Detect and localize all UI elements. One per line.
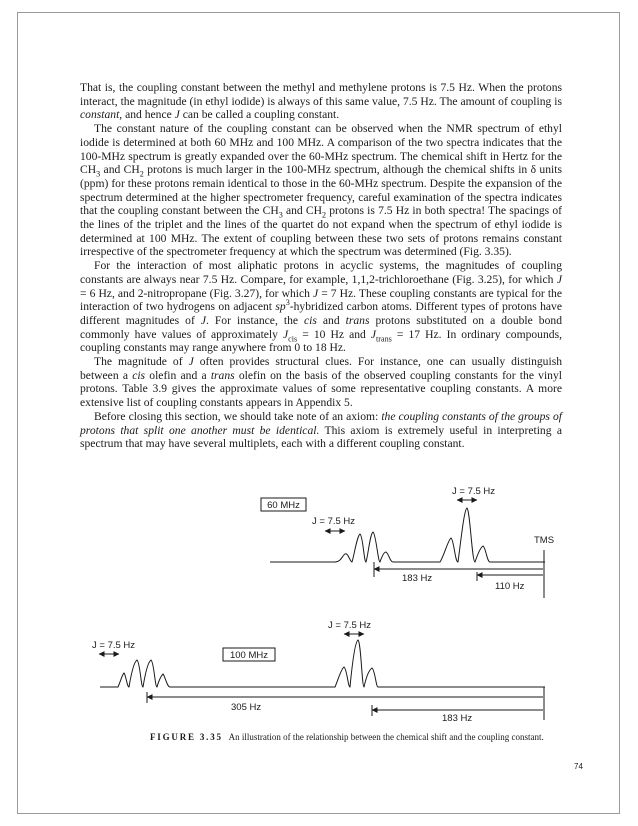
text-run: 3	[278, 210, 283, 220]
text-run: For the interaction of most aliphatic protons in acyclic systems, the magnitudes of coupling constants are always near 7.5 Hz. Compare, for example, 1,1,2-trichloroethane (Fig. 3.25), for which	[80, 259, 562, 286]
shift-label-60-ch3: 110 Hz	[495, 581, 525, 592]
text-run: Before closing this section, we should take note of an axiom:	[94, 409, 382, 423]
text-run: cis	[304, 313, 317, 327]
text-run: The constant nature of the coupling constant can be observed when the NMR spectrum of ethyl iodide is determined at both 60 MHz and 100 MHz. A comparison of the two spectra indicates that the 100-MHz spectrum is greatly expanded over the 60-MHz spectrum. The chemical shift in Hertz for the CH	[80, 122, 562, 177]
text-run: That is, the coupling constant between the methyl and methylene protons is 7.5 Hz. When the protons interact, the magnitude (in ethyl iodide) is always of this same value, 7.5 Hz. The amount of coupling is	[80, 81, 562, 108]
shift-label-60-ch2: 183 Hz	[402, 573, 433, 584]
text-run: can be called a coupling constant.	[179, 108, 340, 122]
shift-label-100-ch2: 305 Hz	[231, 702, 262, 713]
j-label-60-triplet: J = 7.5 Hz	[452, 486, 496, 497]
spectrum-100-trace	[100, 640, 545, 687]
text-run: , and hence	[119, 108, 175, 122]
text-run: constant	[80, 108, 120, 122]
text-run: trans	[376, 333, 392, 343]
text-run: J	[556, 272, 562, 286]
text-run: J	[283, 327, 289, 341]
text-run: and CH	[100, 163, 140, 177]
text-run: sp	[275, 300, 286, 314]
text-run: . For instance, the	[205, 313, 305, 327]
text-run: protons substituted on a double bond commonly have values of approximately	[80, 313, 562, 341]
text-run: J	[188, 355, 194, 369]
text-run: often provides structural clues. For instance, one can usually distinguish between a	[80, 355, 562, 382]
text-run: 2	[321, 210, 327, 220]
text-run: protons is 7.5 Hz in both spectra! The spacings of the lines of the triplet and the lines of the quartet do not expand when the spectrum of ethyl iodide is determined at 100 MHz. The extent of coupling between these two sets of protons remains constant irrespective of the spectrometer frequency at which the spectrum was determined (Fig. 3.35).	[80, 204, 563, 259]
j-label-60-quartet: J = 7.5 Hz	[312, 516, 356, 527]
shift-label-100-ch3: 183 Hz	[442, 713, 473, 724]
text-run: olefin on the basis of the observed coupling constants for the vinyl protons. Table 3.9 gives the approximate values of some representative coupling constants. A more extensive list of coupling constants appears in Appendix 5.	[80, 368, 562, 410]
label-100-mhz: 100 MHz	[229, 650, 269, 661]
text-run: cis	[288, 333, 298, 343]
text-run: and	[316, 313, 346, 327]
text-run: protons is much larger in the 100-MHz spectrum, although the chemical shifts in δ units (ppm) for these protons remain identical to those in the 60-MHz spectrum. Despite the expansion of the spectrum determined at the higher spectrometer frequency, careful examination of the spectra indicates that the coupling constant between the CH	[80, 163, 562, 218]
text-run: J	[312, 286, 319, 300]
j-label-100-triplet: J = 7.5 Hz	[328, 620, 372, 631]
page-number: 74	[574, 762, 583, 771]
text-run: J	[200, 313, 206, 327]
j-label-100-quartet: J = 7.5 Hz	[92, 640, 136, 651]
text-run: = 17 Hz. In ordinary compounds, coupling constants may range anywhere from 0 to 18 Hz.	[80, 327, 562, 355]
text-run: The magnitude of	[94, 355, 189, 369]
text-run: trans	[345, 313, 370, 327]
text-run: = 10 Hz and	[297, 327, 371, 341]
text-run: 3	[96, 169, 101, 179]
caption-text: An illustration of the relationship between the chemical shift and the coupling constant.	[228, 732, 544, 742]
text-run: trans	[210, 368, 235, 382]
text-run: the coupling constants of the groups of protons that split one another must be identical.	[80, 409, 562, 437]
text-run: = 7 Hz. These coupling constants are typical for the interaction of two hydrogens on adjacent	[80, 286, 562, 314]
text-run: J	[370, 327, 377, 341]
text-run: cis	[132, 368, 146, 382]
text-run: 2	[139, 169, 144, 179]
text-run: J	[174, 108, 180, 122]
text-run: -hybridized carbon atoms. Different types of protons have different magnitudes of	[80, 300, 562, 327]
text-run: 3	[285, 298, 290, 308]
tms-label: TMS	[534, 535, 555, 546]
text-run: This axiom is extremely useful in interpreting a spectrum that may have several multiplets, each with a different coupling constant.	[80, 423, 562, 451]
text-run: olefin and a	[145, 368, 211, 382]
label-60-mhz: 60 MHz	[267, 500, 300, 511]
text-run: and CH	[282, 204, 322, 218]
text-run: = 6 Hz, and 2-nitropropane (Fig. 3.27), for which	[80, 286, 313, 300]
figure-caption	[150, 732, 590, 742]
figure-label: FIGURE 3.35	[150, 732, 223, 742]
